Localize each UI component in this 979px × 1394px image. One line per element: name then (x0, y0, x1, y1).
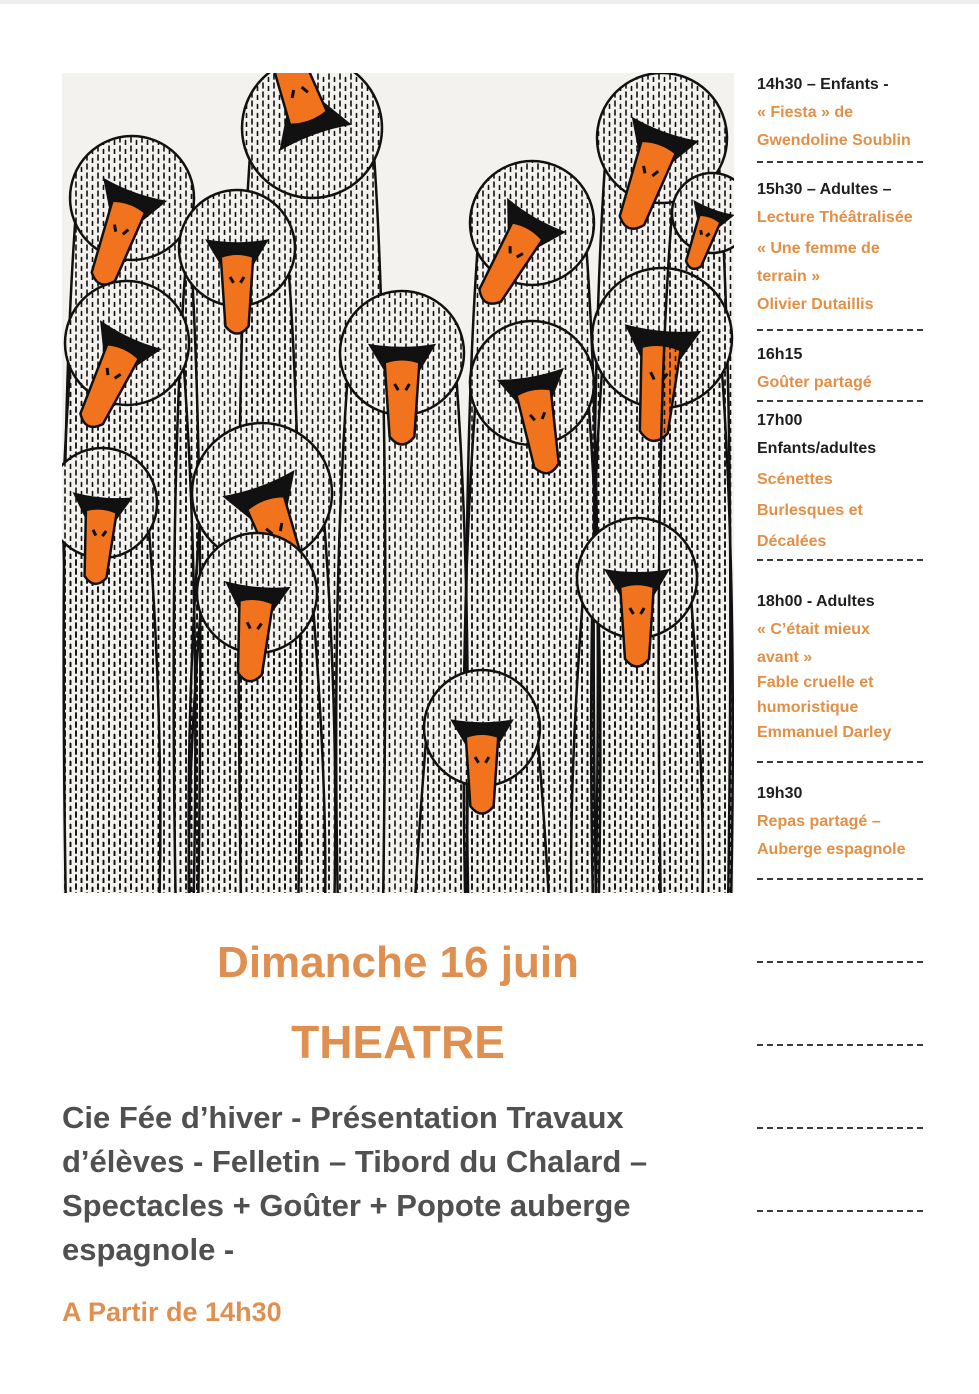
dashed-divider (757, 961, 923, 963)
schedule-detail: humoristique (757, 699, 859, 716)
schedule-item-1700 (757, 408, 927, 557)
schedule-time: Enfants/adultes (757, 440, 877, 457)
schedule-detail: terrain » (757, 268, 821, 285)
schedule-detail: Lecture Théâtralisée (757, 209, 913, 226)
schedule-detail: Olivier Dutaillis (757, 296, 874, 313)
swan-beak (221, 254, 253, 334)
event-category-title: THEATRE (291, 1016, 505, 1068)
dashed-divider (757, 559, 923, 561)
event-date-title: Dimanche 16 juin (217, 938, 579, 987)
schedule-time: 16h15 (757, 346, 803, 363)
schedule-detail: « Fiesta » de (757, 104, 854, 121)
page-top-edge (0, 0, 979, 4)
description-line: Cie Fée d’hiver - Présentation Travaux (62, 1100, 624, 1135)
event-description (62, 1096, 702, 1272)
dashed-divider (757, 161, 923, 163)
swan-neck (62, 503, 160, 893)
schedule-detail: Scénettes (757, 471, 833, 488)
dashed-divider (757, 400, 923, 402)
description-line: Spectacles + Goûter + Popote auberge (62, 1188, 631, 1223)
swan-beak (466, 734, 498, 814)
schedule-detail: Burlesques et (757, 502, 863, 519)
dashed-divider (757, 761, 923, 763)
description-line: espagnole - (62, 1232, 235, 1267)
swan-beak (385, 359, 420, 444)
schedule-detail: Repas partagé – (757, 813, 881, 830)
swan-beak (620, 584, 654, 667)
schedule-list (757, 72, 927, 1212)
schedule-time: 18h00 - Adultes (757, 593, 875, 610)
description-line: d’élèves - Felletin – Tibord du Chalard – (62, 1144, 648, 1179)
schedule-time: 19h30 (757, 785, 803, 802)
schedule-time: 14h30 – Enfants - (757, 76, 889, 93)
swans-illustration (62, 73, 734, 893)
schedule-item-1430 (757, 72, 927, 153)
schedule-detail: avant » (757, 649, 813, 666)
event-start-time: A Partir de 14h30 (62, 1297, 282, 1327)
schedule-detail: Auberge espagnole (757, 841, 906, 858)
schedule-detail: Décalées (757, 533, 827, 550)
swan-neck (659, 213, 734, 893)
dashed-divider (757, 1210, 923, 1212)
schedule-detail: « C’était mieux (757, 621, 870, 638)
schedule-detail: « Une femme de (757, 240, 880, 257)
schedule-detail: Fable cruelle et (757, 674, 874, 691)
schedule-item-1930 (757, 781, 927, 862)
schedule-item-1530 (757, 177, 927, 320)
schedule-item-1615 (757, 342, 927, 398)
schedule-item-1800 (757, 589, 927, 745)
schedule-detail: Emmanuel Darley (757, 724, 892, 741)
schedule-time: 17h00 (757, 412, 803, 429)
schedule-detail: Goûter partagé (757, 374, 872, 391)
swans-illustration-icon (62, 73, 734, 893)
schedule-detail: Gwendoline Soublin (757, 132, 911, 149)
dashed-divider (757, 878, 923, 880)
dashed-divider (757, 1127, 923, 1129)
schedule-time: 15h30 – Adultes – (757, 181, 892, 198)
dashed-divider (757, 1044, 923, 1046)
dashed-divider (757, 329, 923, 331)
